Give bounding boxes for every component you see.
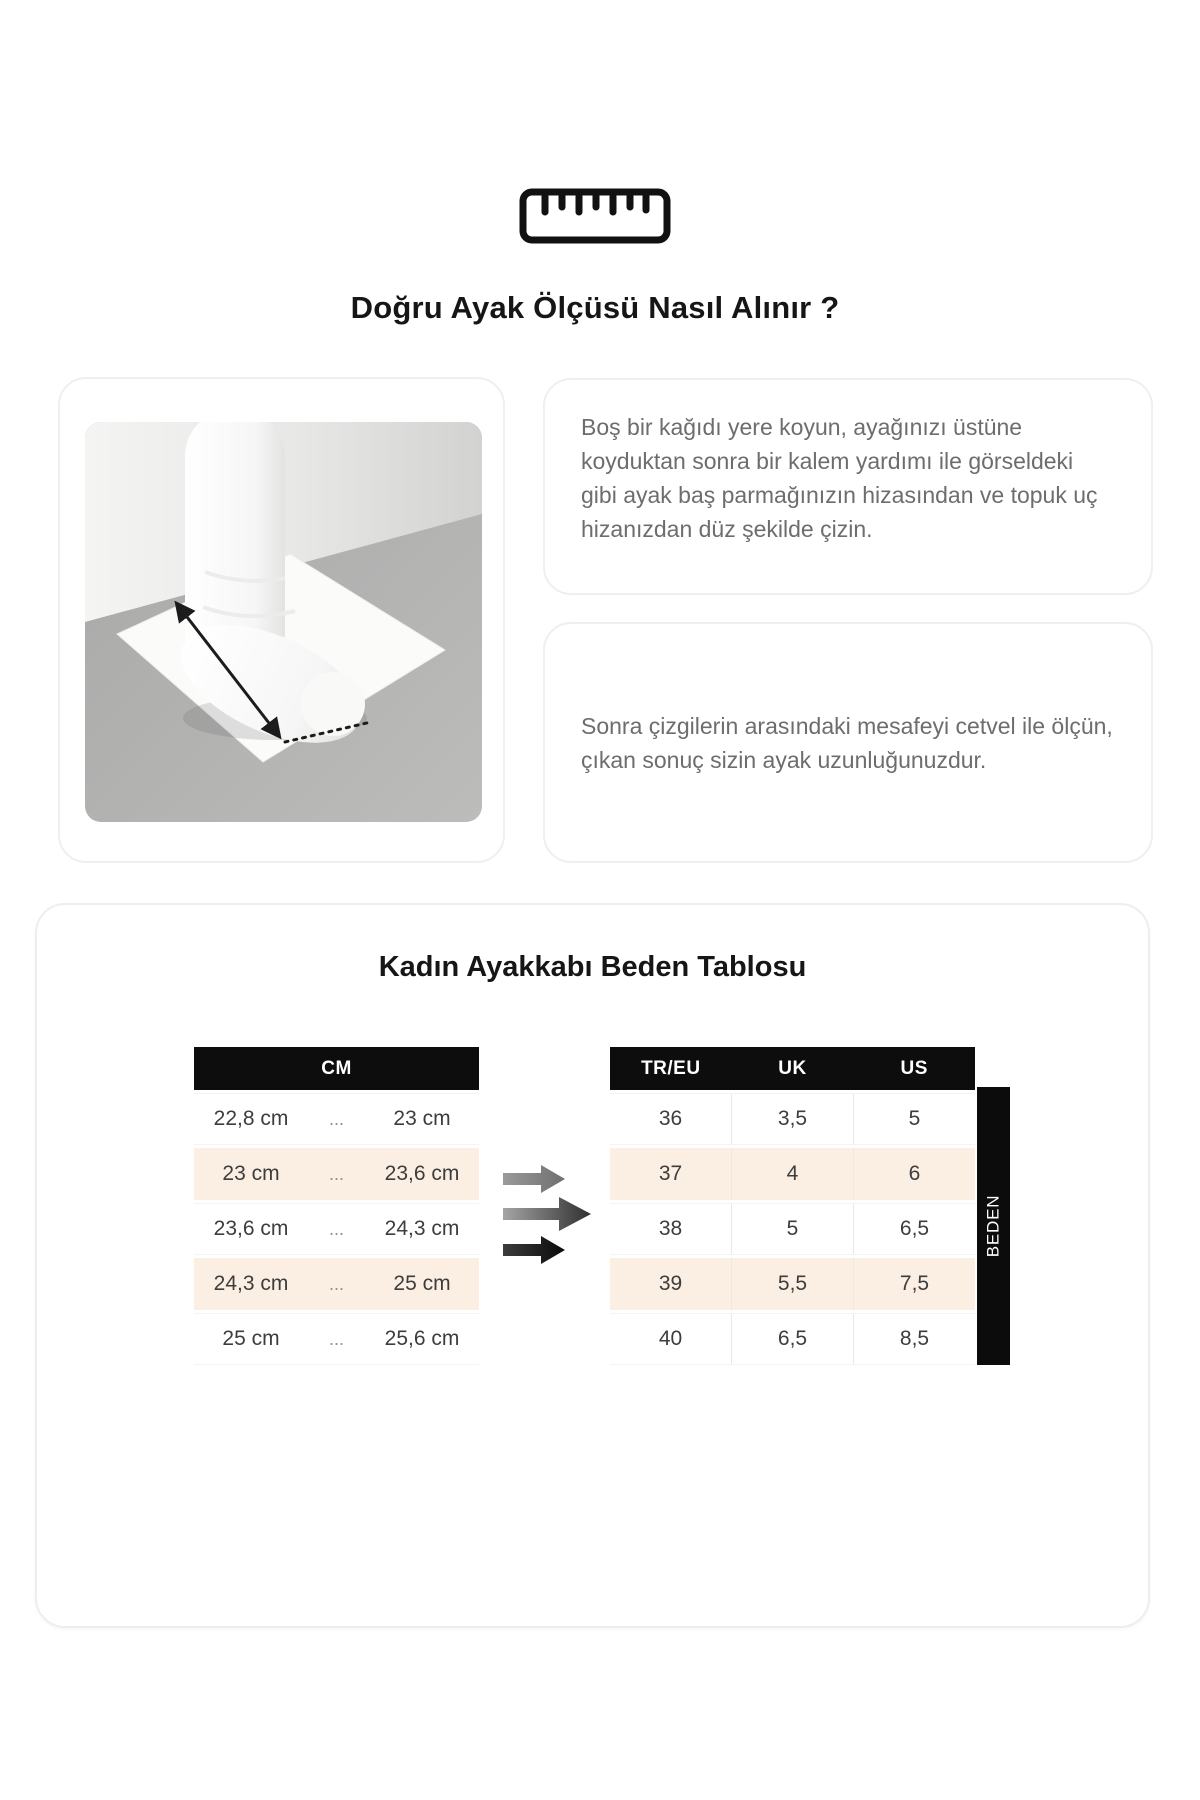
instruction-card-2: [543, 622, 1153, 863]
ruler-icon: [519, 188, 671, 244]
table-row: 22,8 cm ... 23 cm: [194, 1093, 479, 1145]
instruction-card-1: [543, 378, 1153, 595]
table-row: 23 cm ... 23,6 cm: [194, 1148, 479, 1200]
table-row: 39 5,5 7,5: [610, 1258, 975, 1310]
beden-side-bar: [977, 1087, 1010, 1365]
table-row: 40 6,5 8,5: [610, 1313, 975, 1365]
header-us: US: [900, 1057, 928, 1079]
size-chart-title: Kadın Ayakkabı Beden Tablosu: [378, 951, 807, 983]
foot-scene: [85, 422, 482, 822]
beden-label: BEDEN: [983, 1194, 1003, 1258]
instruction-step-1: Boş bir kağıdı yere koyun, ayağınızı üstüne koyduktan sonra bir kalem yardımı ile görseldeki gibi ayak baş parmağınızın hizasından ve topuk uç hizanızdan düz şekilde çizin.: [581, 414, 1098, 542]
table-row: 24,3 cm ... 25 cm: [194, 1258, 479, 1310]
foot-measurement-photo: [85, 422, 482, 822]
table-row: 23,6 cm ... 24,3 cm: [194, 1203, 479, 1255]
size-table-header: [610, 1047, 975, 1090]
table-row: 38 5 6,5: [610, 1203, 975, 1255]
page-title: Doğru Ayak Ölçüsü Nasıl Alınır ?: [350, 290, 840, 325]
ruler-icon-wrap: [0, 188, 1190, 244]
table-row: 25 cm ... 25,6 cm: [194, 1313, 479, 1365]
table-row: 37 4 6: [610, 1148, 975, 1200]
instruction-step-2: Sonra çizgilerin arasındaki mesafeyi cetvel ile ölçün, çıkan sonuç sizin ayak uzunluğunuzdur.: [581, 712, 1113, 773]
cm-table-header: CM: [194, 1047, 479, 1090]
size-table: [610, 1047, 975, 1365]
cm-table: [194, 1047, 479, 1365]
header-tr-eu: TR/EU: [641, 1057, 701, 1079]
triple-right-arrows-icon: [499, 1163, 595, 1270]
measurement-photo-card: [58, 377, 505, 863]
header-uk: UK: [778, 1057, 807, 1079]
size-chart-card: [35, 903, 1150, 1628]
table-row: 36 3,5 5: [610, 1093, 975, 1145]
